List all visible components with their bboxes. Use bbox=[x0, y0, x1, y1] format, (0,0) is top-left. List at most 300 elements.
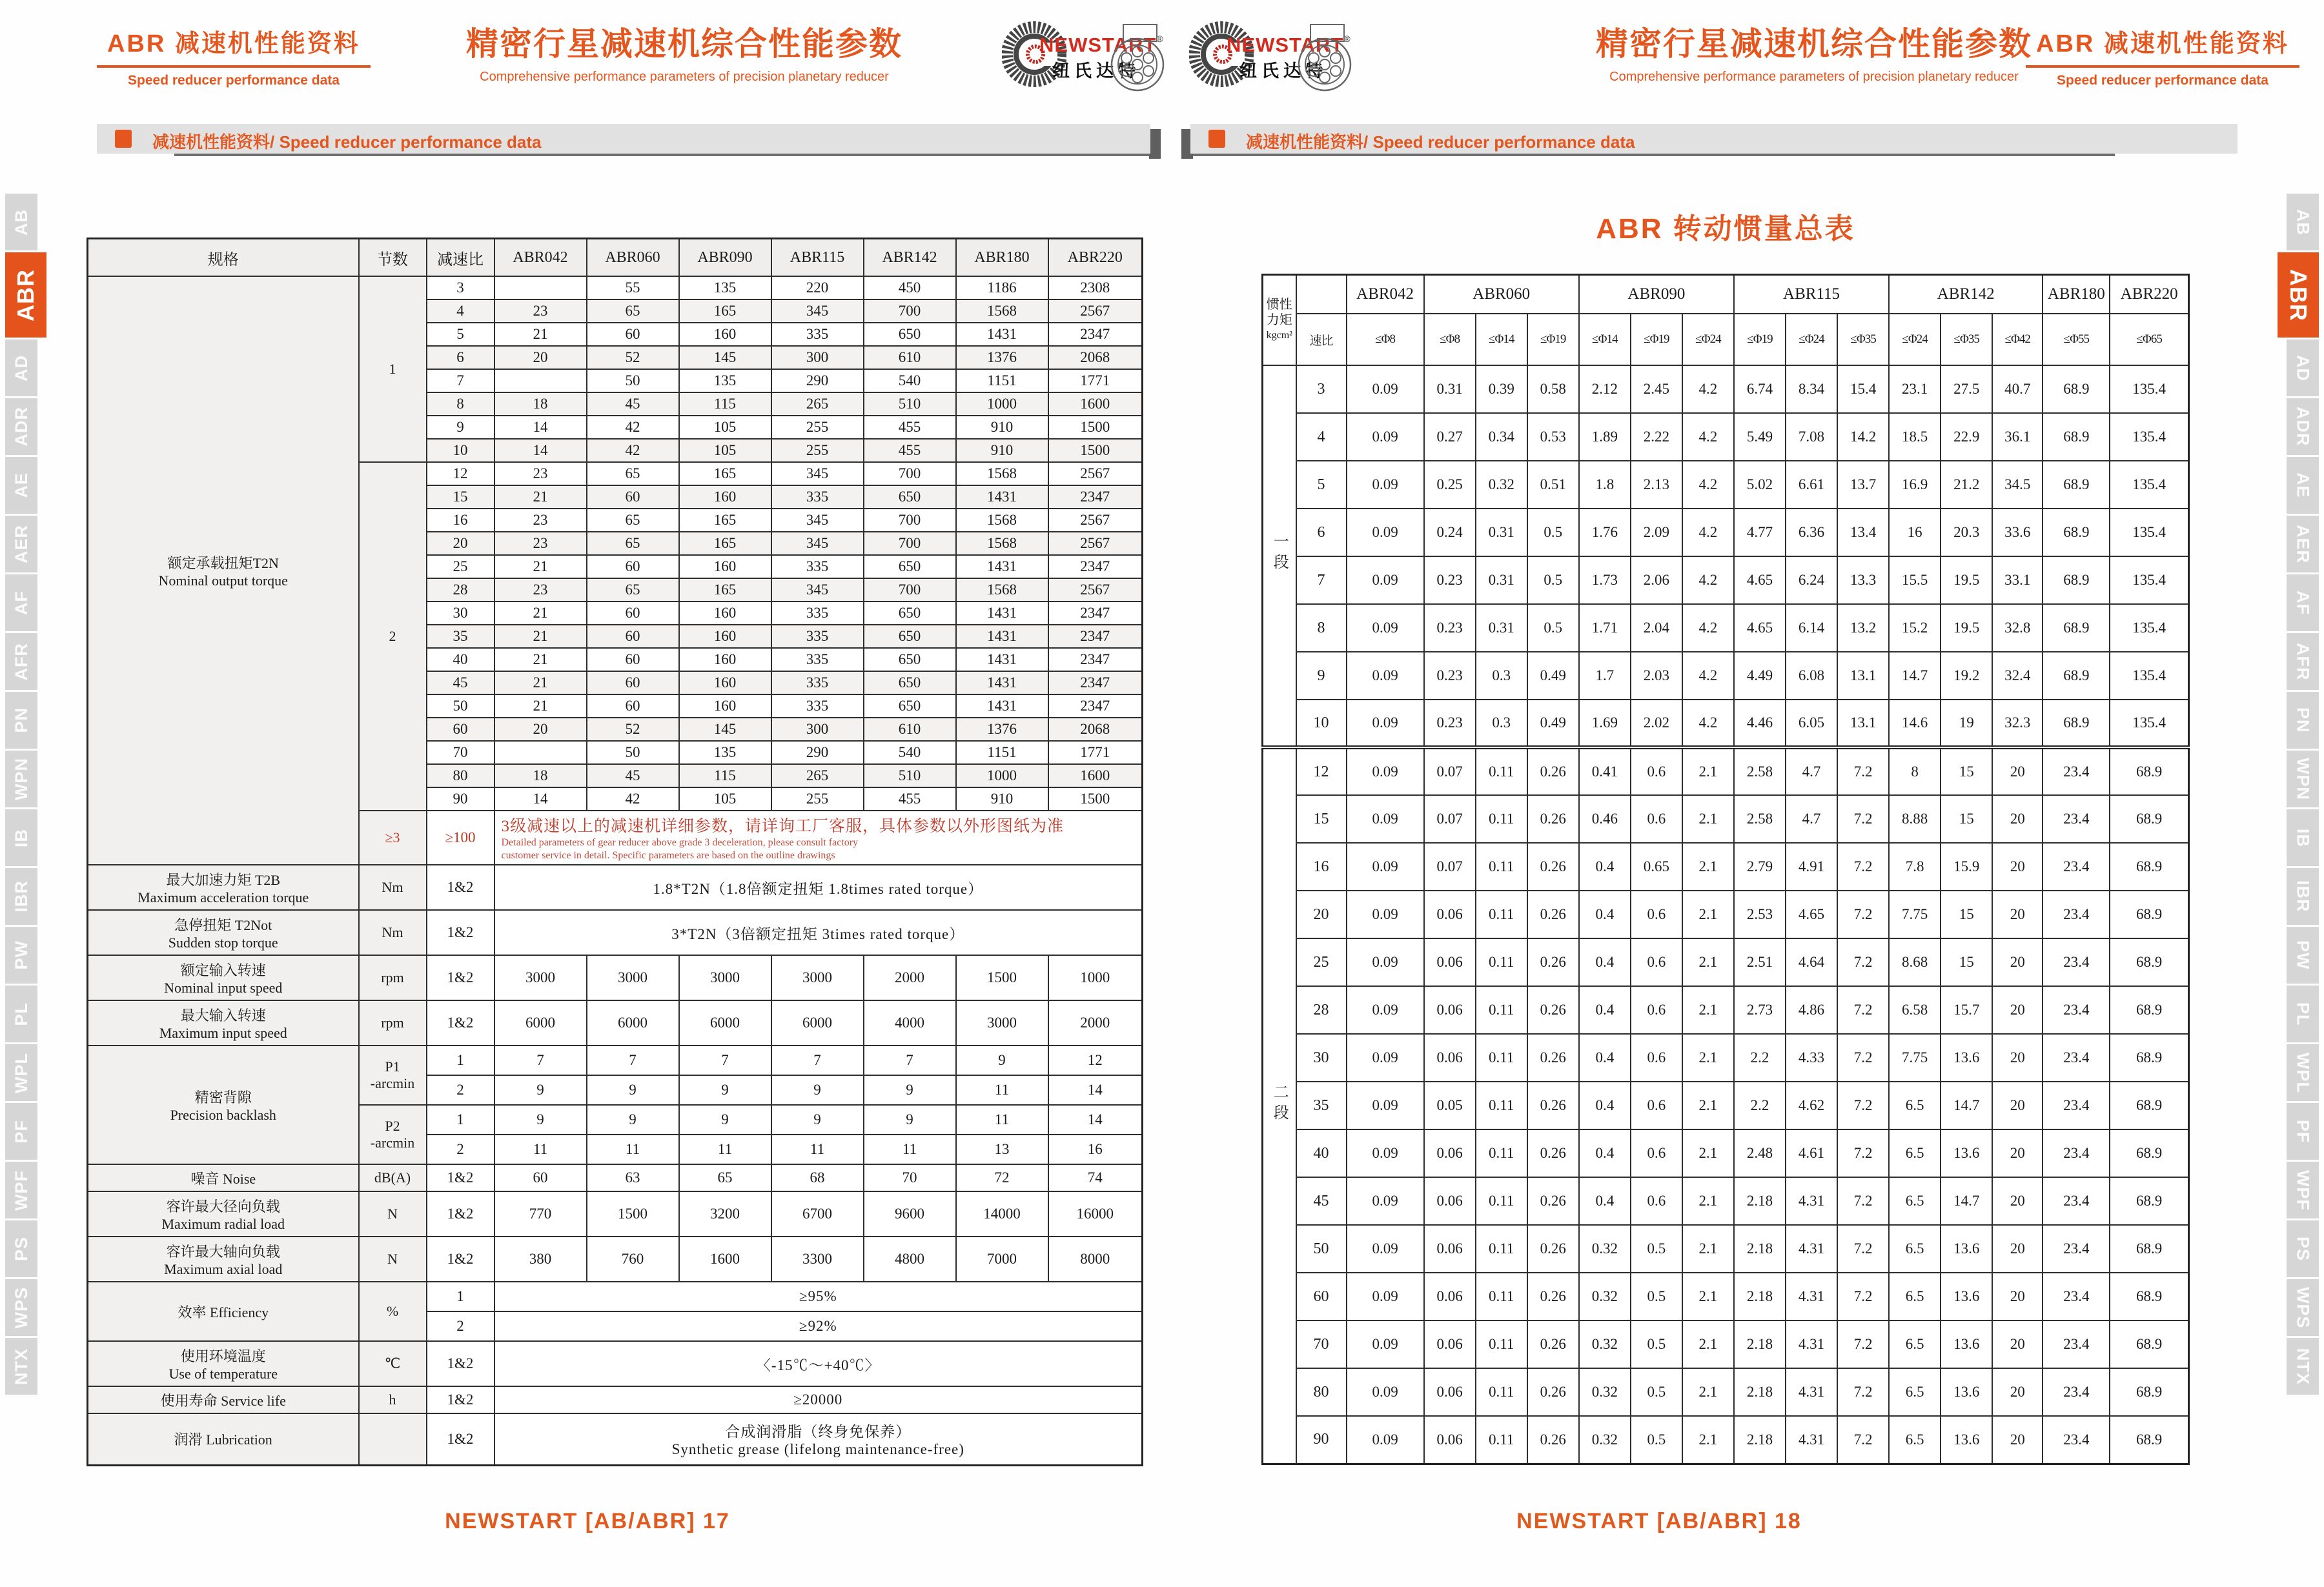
table-cell: 700 bbox=[864, 578, 956, 601]
stage-spec-cell: 2 bbox=[427, 1075, 494, 1105]
table-cell: 1500 bbox=[1048, 439, 1143, 462]
table-cell: 910 bbox=[956, 787, 1048, 811]
table-cell: 7.08 bbox=[1786, 413, 1837, 461]
table-cell: 0.09 bbox=[1347, 700, 1424, 747]
table-cell: 255 bbox=[771, 439, 864, 462]
table-cell: 68.9 bbox=[2043, 461, 2110, 509]
table-cell: 455 bbox=[864, 787, 956, 811]
table-cell: 14000 bbox=[956, 1191, 1048, 1237]
table-cell: 0.07 bbox=[1424, 843, 1476, 891]
table-cell: 265 bbox=[771, 764, 864, 787]
table-cell: 0.11 bbox=[1476, 1034, 1527, 1082]
table-cell: 1.89 bbox=[1579, 413, 1631, 461]
stage-spec-cell: 1&2 bbox=[427, 865, 494, 910]
table-cell: 8.88 bbox=[1889, 795, 1941, 843]
table-cell: 1151 bbox=[956, 741, 1048, 764]
table-cell: 2347 bbox=[1048, 648, 1143, 671]
ratio-cell: 10 bbox=[1296, 700, 1347, 747]
model-header: ABR220 bbox=[2110, 275, 2188, 314]
table-cell: 8000 bbox=[1048, 1237, 1143, 1282]
reducer-drawing-icon bbox=[1295, 22, 1354, 101]
table-cell: 18.5 bbox=[1889, 413, 1941, 461]
ratio-cell: 70 bbox=[1296, 1320, 1347, 1368]
table-cell: 0.31 bbox=[1424, 365, 1476, 413]
table-cell: 11 bbox=[956, 1075, 1048, 1105]
table-cell: 0.23 bbox=[1424, 556, 1476, 604]
table-cell: 0.4 bbox=[1579, 986, 1631, 1034]
table-cell: 2068 bbox=[1048, 718, 1143, 741]
table-cell: 21 bbox=[494, 601, 587, 625]
table-cell: 65 bbox=[587, 578, 679, 601]
ratio-cell: 90 bbox=[1296, 1416, 1347, 1464]
table-cell: 14 bbox=[1048, 1075, 1143, 1105]
cell-line: 使用环境温度 bbox=[180, 1348, 266, 1364]
table-cell: 9 bbox=[587, 1075, 679, 1105]
table-cell: 6.61 bbox=[1786, 461, 1837, 509]
table-cell: 68.9 bbox=[2043, 413, 2110, 461]
table-cell: 68.9 bbox=[2110, 1082, 2188, 1129]
table-cell: 0.32 bbox=[1579, 1225, 1631, 1273]
table-cell: 0.5 bbox=[1631, 1416, 1682, 1464]
table-cell: 0.26 bbox=[1527, 1368, 1579, 1416]
ratio-cell: 8 bbox=[427, 392, 494, 416]
table-cell: 9 bbox=[679, 1075, 771, 1105]
model-header: ABR180 bbox=[2043, 275, 2110, 314]
table-cell: 60 bbox=[587, 694, 679, 718]
table-cell: 135.4 bbox=[2110, 461, 2188, 509]
table-cell: 20 bbox=[1992, 1034, 2043, 1082]
table-cell: 0.09 bbox=[1347, 413, 1424, 461]
table-cell: 20 bbox=[1992, 1225, 2043, 1273]
table-cell: 910 bbox=[956, 439, 1048, 462]
table-cell: 105 bbox=[679, 416, 771, 439]
table-cell: 20 bbox=[1992, 891, 2043, 938]
table-cell: 0.58 bbox=[1527, 365, 1579, 413]
side-title-en: Speed reducer performance data bbox=[128, 73, 340, 88]
stage-spec-cell: 1&2 bbox=[427, 1000, 494, 1046]
table-cell: 36.1 bbox=[1992, 413, 2043, 461]
table-cell: 4.2 bbox=[1682, 509, 1734, 556]
table-cell: 68.9 bbox=[2110, 891, 2188, 938]
table-cell: 42 bbox=[587, 439, 679, 462]
table-cell: 165 bbox=[679, 299, 771, 323]
table-cell: 2347 bbox=[1048, 671, 1143, 694]
table-cell: 1000 bbox=[1048, 955, 1143, 1000]
shaft-limit-header: ≤Φ19 bbox=[1734, 314, 1786, 365]
table-cell: 23.4 bbox=[2043, 1034, 2110, 1082]
table-cell: 7.2 bbox=[1837, 1416, 1889, 1464]
table-cell: 160 bbox=[679, 625, 771, 648]
cell-line: h bbox=[389, 1391, 396, 1408]
merged-value-cell bbox=[494, 1341, 1143, 1386]
table-cell: 19.5 bbox=[1941, 604, 1992, 652]
ratio-cell: 30 bbox=[1296, 1034, 1347, 1082]
table-cell: 14.7 bbox=[1941, 1082, 1992, 1129]
table-cell: 18 bbox=[494, 392, 587, 416]
table-cell: 0.09 bbox=[1347, 1368, 1424, 1416]
table-cell: 7.2 bbox=[1837, 747, 1889, 795]
table-cell: 650 bbox=[864, 555, 956, 578]
row-label bbox=[88, 1282, 359, 1341]
table-cell: 0.11 bbox=[1476, 747, 1527, 795]
ratio-cell: 80 bbox=[1296, 1368, 1347, 1416]
logo-name: NEWSTART bbox=[1227, 34, 1344, 56]
table-cell: 2.1 bbox=[1682, 1225, 1734, 1273]
table-cell: 20 bbox=[1992, 1368, 2043, 1416]
table-cell: 2.18 bbox=[1734, 1177, 1786, 1225]
table-cell: 2347 bbox=[1048, 625, 1143, 648]
table-cell: 7.2 bbox=[1837, 1320, 1889, 1368]
table-cell: 0.6 bbox=[1631, 795, 1682, 843]
table-cell: 9 bbox=[864, 1105, 956, 1135]
ratio-cell: 20 bbox=[427, 532, 494, 555]
table-cell: 23 bbox=[494, 578, 587, 601]
table-cell: 14 bbox=[494, 439, 587, 462]
table-cell: 0.09 bbox=[1347, 461, 1424, 509]
cell-line: 容许最大轴向负载 bbox=[166, 1243, 280, 1260]
unit-cell bbox=[359, 1105, 427, 1164]
ratio-cell: ≥100 bbox=[427, 811, 494, 865]
table-cell: 0.09 bbox=[1347, 1034, 1424, 1082]
table-cell: 7.2 bbox=[1837, 1034, 1889, 1082]
table-cell: 7000 bbox=[956, 1237, 1048, 1282]
registered-mark: ® bbox=[1343, 34, 1351, 44]
table-cell: 23 bbox=[494, 299, 587, 323]
table-cell: 9 bbox=[771, 1075, 864, 1105]
table-cell: 4.62 bbox=[1786, 1082, 1837, 1129]
table-cell: 700 bbox=[864, 462, 956, 485]
table-cell: 68 bbox=[771, 1164, 864, 1191]
cell-line: Precision backlash bbox=[170, 1106, 276, 1123]
table-cell bbox=[494, 276, 587, 299]
table-cell: 345 bbox=[771, 578, 864, 601]
table-cell: 4.91 bbox=[1786, 843, 1837, 891]
table-cell: 2.1 bbox=[1682, 1034, 1734, 1082]
table-cell: 6.5 bbox=[1889, 1177, 1941, 1225]
table-cell: 8 bbox=[1889, 747, 1941, 795]
table-cell: 4000 bbox=[864, 1000, 956, 1046]
table-cell: 4.65 bbox=[1734, 604, 1786, 652]
table-cell: 4.2 bbox=[1682, 700, 1734, 747]
table-cell: 1376 bbox=[956, 718, 1048, 741]
table-cell: 19.2 bbox=[1941, 652, 1992, 700]
ratio-cell: 6 bbox=[427, 346, 494, 369]
table-cell: 0.4 bbox=[1579, 1034, 1631, 1082]
table-cell: 2.58 bbox=[1734, 795, 1786, 843]
ratio-cell: 25 bbox=[1296, 938, 1347, 986]
table-cell: 0.23 bbox=[1424, 700, 1476, 747]
table-cell: 65 bbox=[587, 509, 679, 532]
table-cell: 1.69 bbox=[1579, 700, 1631, 747]
table-cell: 13.6 bbox=[1941, 1416, 1992, 1464]
table-cell: 68.9 bbox=[2110, 1320, 2188, 1368]
table-cell: 0.09 bbox=[1347, 938, 1424, 986]
table-cell: 0.31 bbox=[1476, 509, 1527, 556]
side-title-zh: ABR 减速机性能资料 bbox=[107, 30, 360, 57]
table-cell: 0.09 bbox=[1347, 1320, 1424, 1368]
table-cell: 15.2 bbox=[1889, 604, 1941, 652]
table-cell: 68.9 bbox=[2043, 556, 2110, 604]
table-cell: 6.58 bbox=[1889, 986, 1941, 1034]
table-cell: 34.5 bbox=[1992, 461, 2043, 509]
cell-line: Use of temperature bbox=[168, 1365, 278, 1382]
table-cell: 7 bbox=[864, 1046, 956, 1075]
ratio-cell: 40 bbox=[1296, 1129, 1347, 1177]
ratio-cell: 3 bbox=[1296, 365, 1347, 413]
table-cell: 52 bbox=[587, 718, 679, 741]
table-cell: 32.3 bbox=[1992, 700, 2043, 747]
page-right-footer: NEWSTART [AB/ABR] 18 bbox=[1516, 1509, 1802, 1533]
table-cell: 255 bbox=[771, 787, 864, 811]
table-cell: 2000 bbox=[1048, 1000, 1143, 1046]
table-cell: 290 bbox=[771, 369, 864, 392]
table-cell: 0.31 bbox=[1476, 604, 1527, 652]
table-cell: 70 bbox=[864, 1164, 956, 1191]
bar-shadow-nub bbox=[1149, 129, 1161, 159]
table-cell: 2.1 bbox=[1682, 1082, 1734, 1129]
table-cell: 2.18 bbox=[1734, 1320, 1786, 1368]
model-header: ABR115 bbox=[1734, 275, 1889, 314]
table-cell: 2347 bbox=[1048, 485, 1143, 509]
table-cell: 2.02 bbox=[1631, 700, 1682, 747]
table-cell: 60 bbox=[587, 555, 679, 578]
table-cell: 3000 bbox=[587, 955, 679, 1000]
table-cell: 72 bbox=[956, 1164, 1048, 1191]
table-cell: 13.1 bbox=[1837, 700, 1889, 747]
table-cell: 1.76 bbox=[1579, 509, 1631, 556]
ratio-cell: 15 bbox=[1296, 795, 1347, 843]
table-cell: 21 bbox=[494, 625, 587, 648]
ratio-cell: 16 bbox=[1296, 843, 1347, 891]
sidebar-tab-label: AER bbox=[2293, 524, 2313, 563]
cell-line: Nm bbox=[382, 924, 403, 940]
table-cell: 1431 bbox=[956, 625, 1048, 648]
table-cell: 13.6 bbox=[1941, 1129, 1992, 1177]
cell-line: Maximum axial load bbox=[164, 1260, 283, 1277]
stage-spec-cell: 1 bbox=[427, 1282, 494, 1311]
table-cell: 255 bbox=[771, 416, 864, 439]
table-cell: 2.1 bbox=[1682, 986, 1734, 1034]
shaft-limit-header: ≤Φ35 bbox=[1941, 314, 1992, 365]
sidebar-tab-label: PN bbox=[11, 707, 31, 733]
table-cell: 160 bbox=[679, 694, 771, 718]
table-cell: 0.34 bbox=[1476, 413, 1527, 461]
table-cell: 0.32 bbox=[1579, 1273, 1631, 1320]
table-cell: 1568 bbox=[956, 299, 1048, 323]
cell-line: 使用寿命 Service life bbox=[160, 1392, 286, 1409]
sidebar-tab-label: PS bbox=[11, 1236, 31, 1262]
table-cell: 7 bbox=[494, 1046, 587, 1075]
table-cell: 60 bbox=[587, 625, 679, 648]
sidebar-tab-label: IB bbox=[11, 828, 31, 847]
table-cell: 60 bbox=[587, 601, 679, 625]
merged-value-cell bbox=[494, 1282, 1143, 1311]
table-cell: 0.09 bbox=[1347, 365, 1424, 413]
table-cell: 21 bbox=[494, 323, 587, 346]
table-cell: 11 bbox=[587, 1135, 679, 1164]
table-cell: 4.86 bbox=[1786, 986, 1837, 1034]
table-cell: 60 bbox=[494, 1164, 587, 1191]
table-cell: 0.09 bbox=[1347, 509, 1424, 556]
table-cell: 300 bbox=[771, 346, 864, 369]
ratio-cell: 9 bbox=[1296, 652, 1347, 700]
table-cell: 160 bbox=[679, 485, 771, 509]
table-cell: 2567 bbox=[1048, 462, 1143, 485]
table-cell: 68.9 bbox=[2110, 1416, 2188, 1464]
shaft-limit-header: ≤Φ24 bbox=[1889, 314, 1941, 365]
table-cell: 0.26 bbox=[1527, 891, 1579, 938]
column-header: 规格 bbox=[88, 239, 359, 277]
table-cell: 0.11 bbox=[1476, 986, 1527, 1034]
ratio-cell: 9 bbox=[427, 416, 494, 439]
table-cell bbox=[494, 369, 587, 392]
cell-line: rpm bbox=[381, 969, 404, 986]
table-cell: 0.09 bbox=[1347, 1129, 1424, 1177]
table-cell: 9 bbox=[587, 1105, 679, 1135]
stage-spec-cell: 2 bbox=[427, 1311, 494, 1341]
unit-cell bbox=[359, 1237, 427, 1282]
table-cell: 300 bbox=[771, 718, 864, 741]
table-cell: 0.26 bbox=[1527, 1129, 1579, 1177]
table-cell: 23.4 bbox=[2043, 986, 2110, 1034]
model-header: ABR090 bbox=[1579, 275, 1734, 314]
sidebar-tab-label: ABR bbox=[2285, 268, 2312, 321]
table-cell: 14 bbox=[494, 416, 587, 439]
table-cell: 13.4 bbox=[1837, 509, 1889, 556]
table-cell: 0.09 bbox=[1347, 747, 1424, 795]
sidebar-tab-label: WPN bbox=[11, 758, 31, 800]
table-cell: 1600 bbox=[679, 1237, 771, 1282]
table-cell: 68.9 bbox=[2110, 1177, 2188, 1225]
table-cell: 0.06 bbox=[1424, 1273, 1476, 1320]
table-cell: 60 bbox=[587, 485, 679, 509]
row-label bbox=[88, 1046, 359, 1164]
table-cell: 16 bbox=[1889, 509, 1941, 556]
table-cell: 13.7 bbox=[1837, 461, 1889, 509]
table-cell: 345 bbox=[771, 509, 864, 532]
section-bar bbox=[1190, 124, 2237, 154]
cell-line: 合成润滑脂（终身免保养） bbox=[725, 1424, 912, 1440]
table-cell: 23 bbox=[494, 532, 587, 555]
table-cell: 700 bbox=[864, 532, 956, 555]
table-cell: 20 bbox=[1992, 795, 2043, 843]
stage-spec-cell: 1&2 bbox=[427, 1237, 494, 1282]
logo-chinese-name: 纽氏达特 bbox=[1239, 61, 1327, 81]
ratio-cell: 35 bbox=[427, 625, 494, 648]
table-cell: 0.6 bbox=[1631, 1129, 1682, 1177]
table-cell: 6000 bbox=[587, 1000, 679, 1046]
table-cell: 7 bbox=[587, 1046, 679, 1075]
table-cell: 3000 bbox=[956, 1000, 1048, 1046]
table-cell: 13.6 bbox=[1941, 1368, 1992, 1416]
table-cell: 2567 bbox=[1048, 578, 1143, 601]
table-cell: 0.09 bbox=[1347, 604, 1424, 652]
table-cell: 700 bbox=[864, 509, 956, 532]
table-cell: 455 bbox=[864, 439, 956, 462]
table-cell: 0.09 bbox=[1347, 843, 1424, 891]
table-cell: 2.1 bbox=[1682, 891, 1734, 938]
ratio-cell: 50 bbox=[427, 694, 494, 718]
table-cell: 0.26 bbox=[1527, 795, 1579, 843]
table-cell: 0.11 bbox=[1476, 795, 1527, 843]
table-cell: 14.7 bbox=[1889, 652, 1941, 700]
ratio-cell: 5 bbox=[1296, 461, 1347, 509]
sidebar-tab-label: NTX bbox=[2293, 1348, 2313, 1385]
table-cell: 135.4 bbox=[2110, 652, 2188, 700]
table-cell: 0.06 bbox=[1424, 1368, 1476, 1416]
cell-line: 最大加速力矩 T2B bbox=[166, 871, 281, 888]
column-header: 减速比 bbox=[427, 239, 494, 277]
table-cell: 0.11 bbox=[1476, 1129, 1527, 1177]
table-cell: 13.6 bbox=[1941, 1034, 1992, 1082]
shaft-limit-header: ≤Φ24 bbox=[1786, 314, 1837, 365]
table-cell: 1771 bbox=[1048, 369, 1143, 392]
table-cell: 0.6 bbox=[1631, 1177, 1682, 1225]
table-cell: 0.25 bbox=[1424, 461, 1476, 509]
cell-line: N bbox=[387, 1206, 398, 1222]
cell-line: Maximum input speed bbox=[159, 1024, 287, 1041]
table-cell: 9 bbox=[864, 1075, 956, 1105]
table-cell: 23.4 bbox=[2043, 1225, 2110, 1273]
table-cell: 335 bbox=[771, 555, 864, 578]
table-cell: 0.09 bbox=[1347, 1082, 1424, 1129]
sidebar-tab-label: AFR bbox=[11, 642, 31, 681]
ratio-cell: 60 bbox=[427, 718, 494, 741]
table-cell: 0.6 bbox=[1631, 1034, 1682, 1082]
table-cell: 7 bbox=[679, 1046, 771, 1075]
table-cell: 65 bbox=[587, 462, 679, 485]
table-cell: 21 bbox=[494, 671, 587, 694]
table-cell: 0.11 bbox=[1476, 1273, 1527, 1320]
table-cell: 3000 bbox=[494, 955, 587, 1000]
ratio-cell: 7 bbox=[427, 369, 494, 392]
table-cell: 21 bbox=[494, 694, 587, 718]
table-cell: 1151 bbox=[956, 369, 1048, 392]
table-cell: 50 bbox=[587, 741, 679, 764]
table-cell: 15.9 bbox=[1941, 843, 1992, 891]
table-cell: 9600 bbox=[864, 1191, 956, 1237]
table-cell: 74 bbox=[1048, 1164, 1143, 1191]
table-cell: 2000 bbox=[864, 955, 956, 1000]
table-cell: 33.1 bbox=[1992, 556, 2043, 604]
cell-line: Sudden stop torque bbox=[168, 934, 278, 951]
ratio-cell: 70 bbox=[427, 741, 494, 764]
table-cell: 0.06 bbox=[1424, 1177, 1476, 1225]
table-cell: 0.53 bbox=[1527, 413, 1579, 461]
table-cell: 20 bbox=[1992, 1273, 2043, 1320]
newstart-logo bbox=[1189, 17, 1354, 115]
table-cell: 0.09 bbox=[1347, 1225, 1424, 1273]
table-cell: 23.4 bbox=[2043, 1273, 2110, 1320]
table-cell: 7.2 bbox=[1837, 1368, 1889, 1416]
table-cell: 6000 bbox=[679, 1000, 771, 1046]
note-cell bbox=[494, 811, 1143, 865]
table-cell: 335 bbox=[771, 648, 864, 671]
table-cell: 52 bbox=[587, 346, 679, 369]
table-cell: 1186 bbox=[956, 276, 1048, 299]
table-cell: 2.1 bbox=[1682, 1320, 1734, 1368]
table-cell: 21 bbox=[494, 555, 587, 578]
table-cell: 20 bbox=[494, 718, 587, 741]
table-cell: 2.1 bbox=[1682, 1177, 1734, 1225]
table-cell: 32.8 bbox=[1992, 604, 2043, 652]
table-cell: 4.77 bbox=[1734, 509, 1786, 556]
table-cell: 14 bbox=[1048, 1105, 1143, 1135]
sidebar-tab-label: PL bbox=[11, 1002, 31, 1026]
table-cell: 4.31 bbox=[1786, 1273, 1837, 1320]
table-cell: 4.31 bbox=[1786, 1416, 1837, 1464]
ratio-cell: 15 bbox=[427, 485, 494, 509]
